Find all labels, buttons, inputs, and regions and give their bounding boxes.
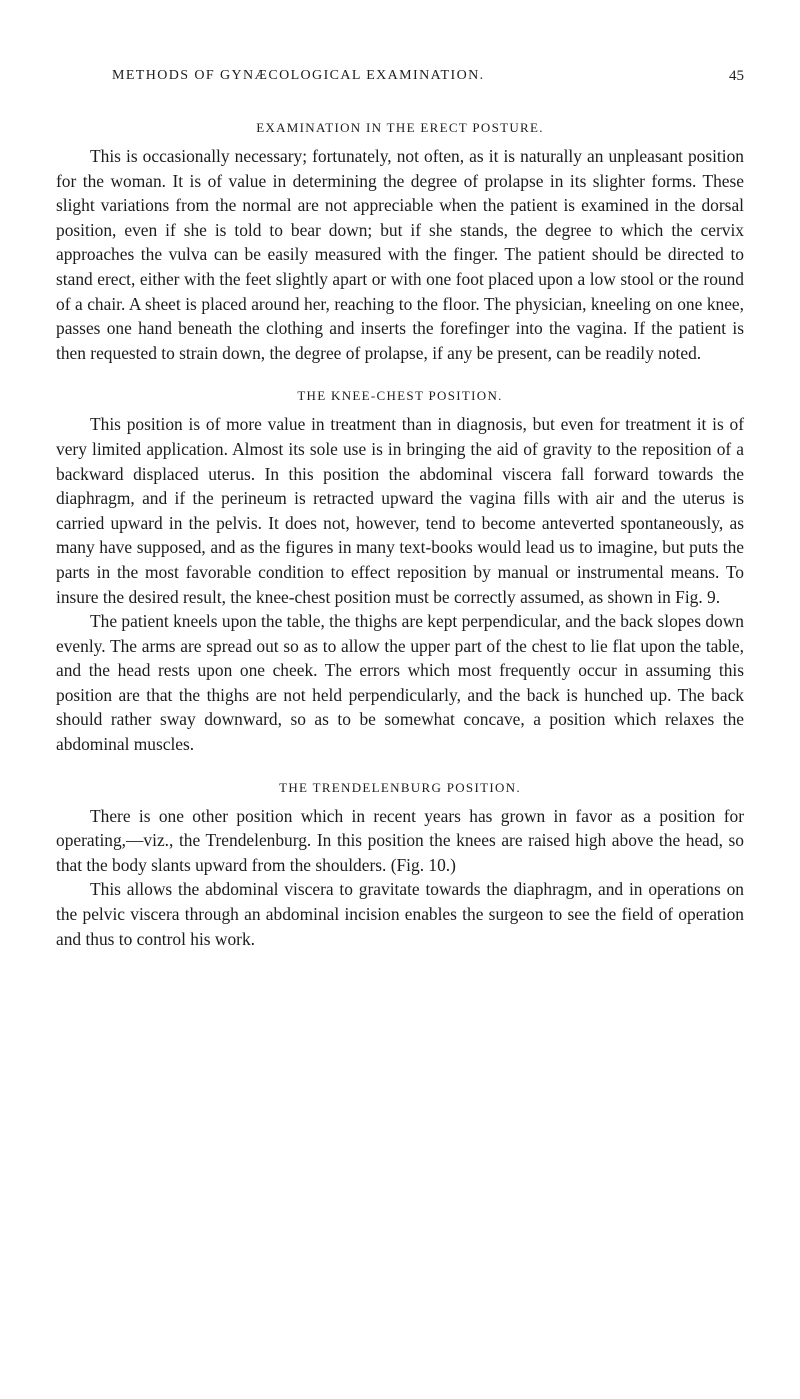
paragraph: This is occasionally necessary; fortunately, not often, as it is naturally an unpleasant position for the woman. It is of value in determining the degree of prolapse in its slighter forms. These slight variations from the normal are not appreciable when the patient is examined in the dorsal position, even if she is told to bear down; but if she stands, the degree to which the cervix approaches the vulva can be easily measured with the finger. The patient should be directed to stand erect, either with the feet slightly apart or with one foot placed upon a low stool or the round of a chair. A sheet is placed around her, reaching to the floor. The physician, kneeling on one knee, passes one hand beneath the clothing and inserts the forefinger into the vagina. If the patient is then requested to strain down, the degree of prolapse, if any be present, can be readily noted.: [56, 146, 744, 363]
paragraph: This position is of more value in treatment than in diagnosis, but even for treatment it is of very limited application. Almost its sole use is in bringing the aid of gravity to the reposition of a backward displaced uterus. In this position the abdominal viscera fall forward towards the diaphragm, and if the perineum is retracted upward the vagina fills with air and the uterus is carried upward in the pelvis. It does not, however, tend to become anteverted spontaneously, as many have supposed, and as the figures in many text-books would lead us to imagine, but puts the parts in the most favorable condition to effect reposition by manual or instrumental means. To insure the desired result, the knee-chest position must be correctly assumed, as shown in Fig. 9.: [56, 414, 744, 607]
section-heading: THE TRENDELENBURG POSITION.: [279, 779, 521, 795]
section-heading: THE KNEE-CHEST POSITION.: [297, 388, 503, 404]
section-heading: EXAMINATION IN THE ERECT POSTURE.: [256, 120, 544, 135]
running-header: [56, 68, 744, 92]
page-number: 45: [729, 68, 744, 84]
paragraph: There is one other position which in recent years has grown in favor as a position for operating,—viz., the Trendelenburg. In this position the knees are raised high above the head, so that the body slants upward from the shoulders. (Fig. 10.): [56, 805, 744, 875]
section-knee-chest-position: [56, 386, 744, 756]
page-content: [56, 118, 744, 951]
section-trendelenburg-position: [56, 778, 744, 952]
running-title: METHODS OF GYNÆCOLOGICAL EXAMINATION.: [112, 68, 485, 83]
section-erect-posture: [56, 118, 744, 365]
paragraph: The patient kneels upon the table, the thighs are kept perpendicular, and the back slopes down evenly. The arms are spread out so as to allow the upper part of the chest to lie flat upon the table, and the head rests upon one cheek. The errors which most frequently occur in assuming this position are that the thighs are not held perpendicularly, and the back is hunched up. The back should rather sway downward, so as to be somewhat concave, a position which relaxes the abdominal muscles.: [56, 611, 744, 755]
paragraph: This allows the abdominal viscera to gravitate towards the diaphragm, and in operations on the pelvic viscera through an abdominal incision enables the surgeon to see the field of operation and thus to control his work.: [56, 879, 744, 949]
book-page: [56, 0, 744, 1399]
